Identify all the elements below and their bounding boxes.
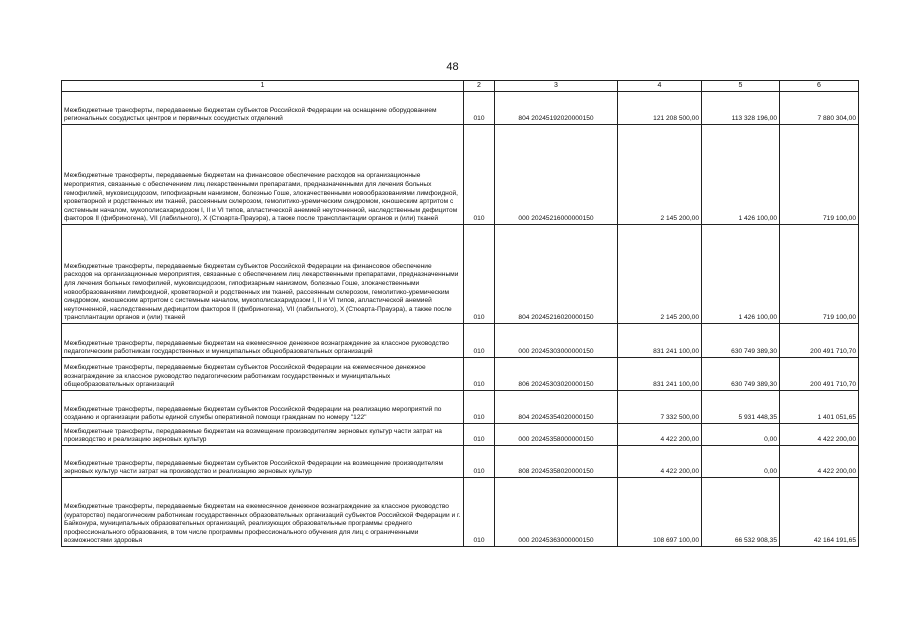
row-line-code: 010 (464, 446, 495, 478)
row-value-col6: 719 100,00 (780, 225, 859, 324)
row-line-code: 010 (464, 225, 495, 324)
row-value-col4: 2 145 200,00 (618, 125, 702, 225)
header-col-3: 3 (495, 81, 618, 92)
row-description: Межбюджетные трансферты, передаваемые бюджетам на финансовое обеспечение расходов на организационные мероприятия, связанные с обеспечением лиц лекарственными препаратами, предназначенными для лечения больных гемофилией, муковисцидозом, гипофизарным нанизмом, болезнью Гоше, злокачественными новообразованиями лимфоидной, кроветворной и родственных им тканей, рассеянным склерозом, гемолитико-уремическим синдромом, юношеским артритом с системным началом, мукополисахаридозом I, II и VI типов, апластической анемией неуточненной, наследственным дефицитом факторов II (фибриногена), VII (лабильного), X (Стюарта-Прауэра), а также после трансплантации органов и (или) тканей (62, 125, 464, 225)
row-value-col6: 4 422 200,00 (780, 446, 859, 478)
table-row (62, 446, 859, 478)
row-value-col4: 4 422 200,00 (618, 424, 702, 446)
row-line-code: 010 (464, 478, 495, 547)
row-description: Межбюджетные трансферты, передаваемые бюджетам субъектов Российской Федерации на оснащение оборудованием региональных сосудистых центров и первичных сосудистых отделений (62, 92, 464, 125)
row-line-code: 010 (464, 391, 495, 424)
table-row (62, 324, 859, 358)
row-line-code: 010 (464, 324, 495, 358)
row-value-col6: 4 422 200,00 (780, 424, 859, 446)
row-line-code: 010 (464, 358, 495, 391)
row-value-col5: 630 749 389,30 (702, 358, 780, 391)
row-line-code: 010 (464, 92, 495, 125)
row-classification-code: 804 20245192020000150 (495, 92, 618, 125)
row-description: Межбюджетные трансферты, передаваемые бюджетам субъектов Российской Федерации на возмещение производителям зерновых культур части затрат на производство и реализацию зерновых культур (62, 446, 464, 478)
row-description: Межбюджетные трансферты, передаваемые бюджетам на возмещение производителям зерновых культур части затрат на производство и реализацию зерновых культур (62, 424, 464, 446)
row-value-col5: 66 532 908,35 (702, 478, 780, 547)
row-line-code: 010 (464, 424, 495, 446)
row-classification-code: 000 20245363000000150 (495, 478, 618, 547)
row-value-col4: 121 208 500,00 (618, 92, 702, 125)
table-row (62, 424, 859, 446)
row-value-col5: 630 749 389,30 (702, 324, 780, 358)
row-classification-code: 804 20245354020000150 (495, 391, 618, 424)
page-number: 48 (446, 61, 459, 73)
row-value-col4: 108 697 100,00 (618, 478, 702, 547)
row-value-col6: 7 880 304,00 (780, 92, 859, 125)
row-value-col5: 5 931 448,35 (702, 391, 780, 424)
row-value-col5: 1 426 100,00 (702, 125, 780, 225)
table-header-row (62, 81, 859, 92)
table-row (62, 478, 859, 547)
row-value-col4: 831 241 100,00 (618, 358, 702, 391)
row-classification-code: 000 20245358000000150 (495, 424, 618, 446)
row-description: Межбюджетные трансферты, передаваемые бюджетам субъектов Российской Федерации на финансовое обеспечение расходов на организационные мероприятия, связанные с обеспечением лиц лекарственными препаратами, предназначенными для лечения больных гемофилией, муковисцидозом, гипофизарным нанизмом, болезнью Гоше, злокачественными новообразованиями лимфоидной, кроветворной и родственных им тканей, рассеянным склерозом, гемолитико-уремическим синдромом, юношеским артритом с системным началом, мукополисахаридозом I, II и VI типов, апластической анемией неуточненной, наследственным дефицитом факторов II (фибриногена), VII (лабильного), X (Стюарта-Прауэра), а также после трансплантации органов и (или) тканей (62, 225, 464, 324)
table-row (62, 358, 859, 391)
row-value-col6: 719 100,00 (780, 125, 859, 225)
header-col-4: 4 (618, 81, 702, 92)
row-value-col6: 200 491 710,70 (780, 324, 859, 358)
table-row (62, 225, 859, 324)
row-value-col6: 1 401 051,65 (780, 391, 859, 424)
row-classification-code: 000 20245216000000150 (495, 125, 618, 225)
row-description: Межбюджетные трансферты, передаваемые бюджетам на ежемесячное денежное вознаграждение за классное руководство (кураторство) педагогическим работникам государственных образовательных организаций субъектов Российской Федерации и г. Байконура, муниципальных образовательных организаций, реализующих образовательные программы среднего профессионального образования, в том числе программы профессионального обучения для лиц с ограниченными возможностями здоровья (62, 478, 464, 547)
row-value-col4: 831 241 100,00 (618, 324, 702, 358)
row-value-col4: 4 422 200,00 (618, 446, 702, 478)
row-value-col5: 0,00 (702, 446, 780, 478)
row-description: Межбюджетные трансферты, передаваемые бюджетам субъектов Российской Федерации на ежемесячное денежное вознаграждение за классное руководство педагогическим работникам государственных и муниципальных общеобразовательных организаций (62, 358, 464, 391)
row-classification-code: 806 20245303020000150 (495, 358, 618, 391)
row-value-col6: 42 164 191,65 (780, 478, 859, 547)
row-classification-code: 808 20245358020000150 (495, 446, 618, 478)
row-value-col6: 200 491 710,70 (780, 358, 859, 391)
row-value-col4: 2 145 200,00 (618, 225, 702, 324)
table-row (62, 92, 859, 125)
header-col-5: 5 (702, 81, 780, 92)
header-col-6: 6 (780, 81, 859, 92)
header-col-1: 1 (62, 81, 464, 92)
row-value-col5: 113 328 196,00 (702, 92, 780, 125)
header-col-2: 2 (464, 81, 495, 92)
row-value-col5: 1 426 100,00 (702, 225, 780, 324)
budget-transfers-table (61, 80, 859, 547)
table-row (62, 391, 859, 424)
row-value-col4: 7 332 500,00 (618, 391, 702, 424)
row-description: Межбюджетные трансферты, передаваемые бюджетам на ежемесячное денежное вознаграждение за классное руководство педагогическим работникам государственных и муниципальных общеобразовательных организаций (62, 324, 464, 358)
row-classification-code: 804 20245216020000150 (495, 225, 618, 324)
row-description: Межбюджетные трансферты, передаваемые бюджетам субъектов Российской Федерации на реализацию мероприятий по созданию и организации работы единой службы оперативной помощи гражданам по номеру "122" (62, 391, 464, 424)
table-row (62, 125, 859, 225)
row-value-col5: 0,00 (702, 424, 780, 446)
row-line-code: 010 (464, 125, 495, 225)
row-classification-code: 000 20245303000000150 (495, 324, 618, 358)
